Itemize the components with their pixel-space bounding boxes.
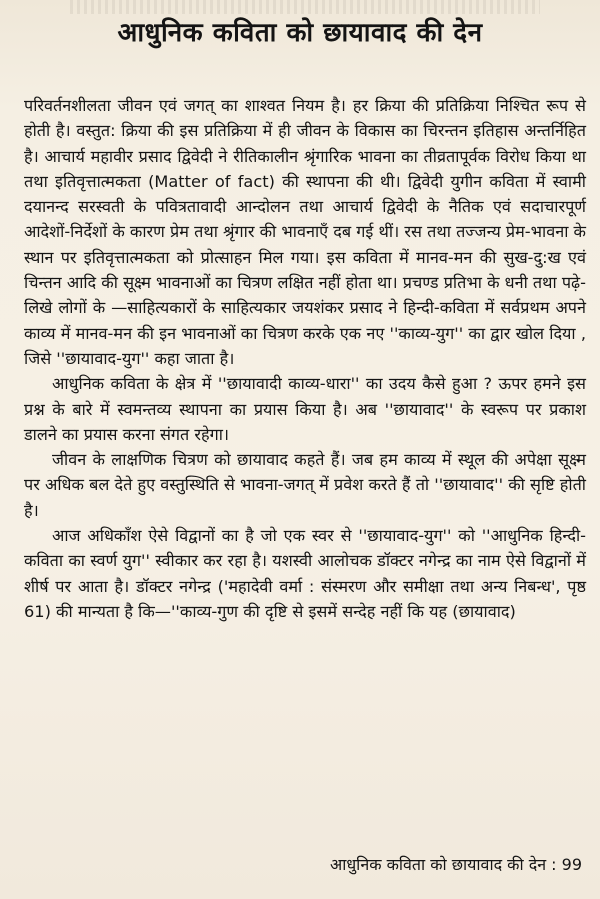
page-title: आधुनिक कविता को छायावाद की देन <box>117 18 483 48</box>
paragraph-4: आज अधिकाँश ऐसे विद्वानों का है जो एक स्वर से ''छायावाद-युग'' को ''आधुनिक हिन्दी-कविता का स्वर्ण युग'' स्वीकार कर रहा है। यशस्वी आलोचक डॉक्टर नगेन्द्र का नाम ऐसे विद्वानों में शीर्ष पर आता है। डॉक्टर नगेन्द्र ('महादेवी वर्मा : संस्मरण और समीक्षा तथा अन्य निबन्ध', पृष्ठ 61) की मान्यता है कि—''काव्य-गुण की दृष्टि से इसमें सन्देह नहीं कि यह (छायावाद) <box>24 526 586 621</box>
bleed-through-texture <box>70 0 540 14</box>
paragraph-3: जीवन के लाक्षणिक चित्रण को छायावाद कहते हैं। जब हम काव्य में स्थूल की अपेक्षा सूक्ष्म पर अधिक बल देते हुए वस्तुस्थिति से भावना-जगत् में प्रवेश करते हैं तो ''छायावाद'' की सृष्टि होती है। <box>24 450 586 520</box>
body-text <box>24 93 586 624</box>
paragraph-1: परिवर्तनशीलता जीवन एवं जगत् का शाश्वत नियम है। हर क्रिया की प्रतिक्रिया निश्चित रूप से होती है। वस्तुत: क्रिया की इस प्रतिक्रिया में ही जीवन के विकास का चिरन्तन इतिहास अन्तर्निहित है। आचार्य महावीर प्रसाद द्विवेदी ने रीतिकालीन श्रृंगारिक भावना का तीव्रतापूर्वक विरोध किया था तथा इतिवृत्तात्मकता (Matter of fact) की स्थापना की थी। द्विवेदी युगीन कविता में स्वामी दयानन्द सरस्वती के पवित्रतावादी आन्दोलन तथा आचार्य द्विवेदी के नैतिक एवं सदाचारपूर्ण आदेशों-निर्देशों के कारण प्रेम तथा श्रृंगार की भावनाएँ दब गई थीं। रस तथा तज्जन्य प्रेम-भावना के स्थान पर इतिवृत्तात्मकता को प्रोत्साहन मिल गया। इस कविता में मानव-मन की सुख-दु:ख एवं चिन्तन आदि की सूक्ष्म भावनाओं का चित्रण लक्षित नहीं होता था। प्रचण्ड प्रतिभा के धनी तथा पढ़े-लिखे लोगों के —साहित्यकारों के साहित्यकार जयशंकर प्रसाद ने हिन्दी-कविता में सर्वप्रथम अपने काव्य में मानव-मन की इन भावनाओं का चित्रण करके एक नए ''काव्य-युग'' का द्वार खोल दिया , जिसे ''छायावाद-युग'' कहा जाता है। <box>24 96 586 368</box>
running-footer-page-number: आधुनिक कविता को छायावाद की देन : 99 <box>329 855 582 874</box>
paragraph-2: आधुनिक कविता के क्षेत्र में ''छायावादी काव्य-धारा'' का उदय कैसे हुआ ? ऊपर हमने इस प्रश्न के बारे में स्वमन्तव्य स्थापना का प्रयास किया है। अब ''छायावाद'' के स्वरूप पर प्रकाश डालने का प्रयास करना संगत रहेगा। <box>24 374 586 444</box>
